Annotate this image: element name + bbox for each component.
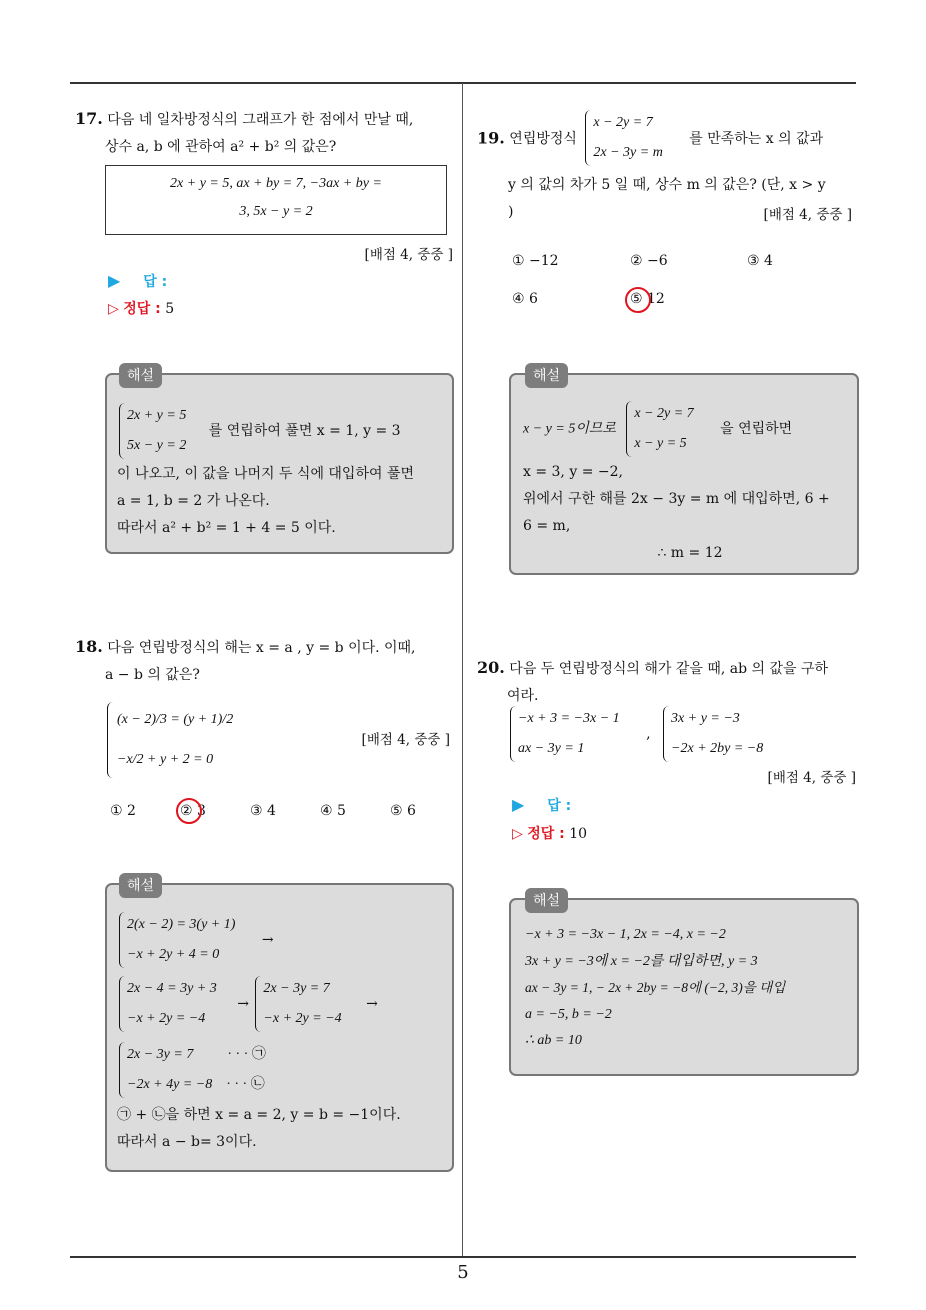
- q20-solution-body: [525, 922, 857, 1055]
- q19-sol-line2: x = 3, y = −2,: [523, 464, 623, 480]
- q19-sol-system: [624, 399, 693, 459]
- q18-line2: a − b 의 값은?: [105, 667, 200, 683]
- q20-sysA2: ax − 3y = 1: [518, 741, 585, 756]
- q18-eq1: (x − 2)/3 = (y + 1)/2: [117, 712, 234, 727]
- q18-choice-3[interactable]: ③ 4: [250, 803, 276, 819]
- play-icon: ▶: [512, 795, 525, 814]
- q19-sol-line3: 위에서 구한 해를 2x − 3y = m 에 대입하면, 6 +: [523, 491, 830, 507]
- q20-correct-label: 정답 :: [527, 826, 565, 842]
- q17-solution-body: [117, 401, 452, 542]
- q19-sol-eq2: x − y = 5: [634, 436, 687, 451]
- play-icon: ▶: [108, 271, 121, 290]
- q18-sol-system-1: [117, 910, 235, 970]
- q19-sol-line5: ∴ m = 12: [657, 545, 723, 561]
- q18-text: [75, 633, 460, 689]
- q20-system-a: [508, 704, 620, 764]
- q20-sol-line3: ax − 3y = 1, − 2x + 2by = −8에 (−2, 3)을 대입: [525, 980, 786, 995]
- bottom-rule: [70, 1256, 856, 1258]
- q18-s2d: −x + 2y = −4: [263, 1011, 342, 1026]
- arrow-right-icon: →: [261, 931, 274, 948]
- q19-choice-4[interactable]: ④ 6: [512, 291, 538, 307]
- q20-line1: 다음 두 연립방정식의 해가 같을 때, ab 의 값을 구하: [509, 661, 829, 677]
- q17-sol-system: [117, 401, 186, 461]
- q20-line2: 여라.: [507, 688, 539, 704]
- q20-comma: ,: [646, 726, 651, 742]
- q19-line3: ): [508, 204, 514, 220]
- q18-s2c: 2x − 3y = 7: [263, 981, 330, 996]
- q18-sol-system-4: [117, 1040, 266, 1100]
- q18-s1b: −x + 2y + 4 = 0: [127, 947, 220, 962]
- q20-answer-label: 답 :: [547, 798, 572, 814]
- q18-choice-5[interactable]: ⑤ 6: [390, 803, 416, 819]
- q17-box-line1: 2x + y = 5, ax + by = 7, −3ax + by =: [170, 176, 382, 191]
- q17-text: [75, 105, 460, 161]
- q17-solution-tag: 해설: [119, 363, 162, 388]
- q20-sol-line1: −x + 3 = −3x − 1, 2x = −4, x = −2: [525, 927, 726, 942]
- q18-choice-4[interactable]: ④ 5: [320, 803, 346, 819]
- q20-correct-value: 10: [569, 826, 588, 842]
- q19-choice-2[interactable]: ② −6: [630, 253, 668, 269]
- q19-sol-eq1: x − 2y = 7: [634, 406, 694, 421]
- q18-eq2: −x/2 + y + 2 = 0: [117, 752, 214, 767]
- q17-number: 17.: [75, 109, 103, 128]
- q19-solution-box: [509, 368, 859, 575]
- q18-s3a-mark: · · · ㉠: [227, 1047, 266, 1062]
- q20-sysB2: −2x + 2by = −8: [671, 741, 764, 756]
- q18-system: [105, 700, 233, 780]
- q17-sol-line3: a = 1, b = 2 가 나온다.: [117, 493, 270, 509]
- q17-sol-eq2: 5x − y = 2: [127, 438, 187, 453]
- q19-system: [583, 108, 662, 168]
- q18-s2a: 2x − 4 = 3y + 3: [127, 981, 217, 996]
- q17-sol-line1: 를 연립하여 풀면 x = 1, y = 3: [208, 422, 401, 439]
- q20-correct-row: [512, 823, 587, 843]
- q19-sys1: x − 2y = 7: [593, 115, 653, 130]
- q19-sol-line4: 6 = m,: [523, 518, 571, 534]
- q19-lead: 연립방정식: [509, 131, 577, 147]
- q19-selected-mark: [625, 287, 651, 313]
- q20-solution-tag: 해설: [525, 888, 568, 913]
- q18-s3b-mark: · · · ㉡: [226, 1077, 265, 1092]
- q20-system-b: [661, 704, 763, 764]
- q19-text: [477, 108, 862, 168]
- q19-solution-tag: 해설: [525, 363, 568, 388]
- q17-sol-line4: 따라서 a² + b² = 1 + 4 = 5 이다.: [117, 520, 336, 536]
- q17-answer-row: [108, 271, 167, 291]
- q19-sys2: 2x − 3y = m: [593, 145, 663, 160]
- q18-choice-1[interactable]: ① 2: [110, 803, 136, 819]
- q18-solution-box: [105, 878, 454, 1172]
- triangle-outline-icon: ▷: [512, 826, 523, 842]
- q18-sol-system-3: [253, 974, 341, 1034]
- q19-solution-body: [523, 399, 857, 567]
- q19-sol-tail: 을 연립하면: [720, 420, 793, 437]
- q20-solution-box: [509, 893, 859, 1076]
- q18-s3a: 2x − 3y = 7: [127, 1047, 194, 1062]
- q18-s3b: −2x + 4y = −8: [127, 1077, 213, 1092]
- q19-tail1: 를 만족하는 x 의 값과: [689, 131, 824, 147]
- q20-systems: [508, 704, 763, 764]
- q18-selected-mark: [176, 798, 202, 824]
- q17-sol-line2: 이 나오고, 이 값을 나머지 두 식에 대입하여 풀면: [117, 466, 415, 482]
- triangle-outline-icon: ▷: [108, 301, 119, 317]
- column-divider: [462, 83, 463, 1258]
- q18-line1: 다음 연립방정식의 해는 x = a , y = b 이다. 이때,: [107, 640, 416, 656]
- q18-solution-body: [117, 910, 452, 1156]
- q20-sysB1: 3x + y = −3: [671, 711, 740, 726]
- q20-points: [배점 4, 중중 ]: [767, 770, 856, 786]
- q18-sol-line4: ㉠ + ㉡을 하면 x = a = 2, y = b = −1이다.: [117, 1107, 401, 1123]
- arrow-right-icon: →: [366, 995, 378, 1012]
- q17-line2: 상수 a, b 에 관하여 a² + b² 의 값은?: [105, 139, 337, 155]
- q20-sol-line5: ∴ ab = 10: [525, 1033, 582, 1048]
- q20-text: [477, 654, 862, 710]
- q19-choice-5[interactable]: ⑤ 12: [630, 291, 665, 307]
- q19-number: 19.: [477, 128, 505, 148]
- q18-s1a: 2(x − 2) = 3(y + 1): [127, 917, 236, 932]
- q17-solution-box: [105, 368, 454, 554]
- page-number: 5: [457, 1262, 469, 1283]
- q19-points: [배점 4, 중중 ]: [763, 207, 852, 223]
- q20-sol-line2: 3x + y = −3에 x = −2를 대입하면, y = 3: [525, 953, 758, 969]
- q17-sol-eq1: 2x + y = 5: [127, 408, 187, 423]
- q18-sol-line5: 따라서 a − b= 3이다.: [117, 1134, 257, 1150]
- q17-points: [배점 4, 중중 ]: [364, 247, 453, 263]
- q18-sol-system-2: [117, 974, 217, 1034]
- q19-line2: y 의 값의 차가 5 일 때, 상수 m 의 값은? (단, x > y: [508, 177, 826, 193]
- q18-choices: [110, 803, 450, 823]
- q17-correct-row: [108, 298, 174, 318]
- q17-correct-label: 정답 :: [123, 301, 161, 317]
- q18-number: 18.: [75, 637, 103, 656]
- q19-choice-3[interactable]: ③ 4: [747, 253, 773, 269]
- q17-line1: 다음 네 일차방정식의 그래프가 한 점에서 만날 때,: [107, 112, 414, 128]
- q20-number: 20.: [477, 658, 505, 677]
- q18-points: [배점 4, 중중 ]: [361, 732, 450, 748]
- q19-choices: [512, 253, 852, 313]
- q20-answer-row: [512, 795, 571, 815]
- q17-equation-box: [105, 165, 447, 235]
- q18-choice-2[interactable]: ② 3: [180, 803, 206, 819]
- q20-sol-line4: a = −5, b = −2: [525, 1006, 612, 1022]
- arrow-right-icon: →: [237, 995, 249, 1012]
- q17-correct-value: 5: [165, 301, 175, 317]
- q18-solution-tag: 해설: [119, 873, 162, 898]
- q18-s2b: −x + 2y = −4: [127, 1011, 206, 1026]
- q19-sol-lead: x − y = 5이므로: [523, 421, 616, 437]
- q20-sysA1: −x + 3 = −3x − 1: [518, 711, 620, 726]
- q17-box-line2: 3, 5x − y = 2: [239, 204, 313, 219]
- q17-answer-label: 답 :: [143, 274, 168, 290]
- q19-choice-1[interactable]: ① −12: [512, 253, 559, 269]
